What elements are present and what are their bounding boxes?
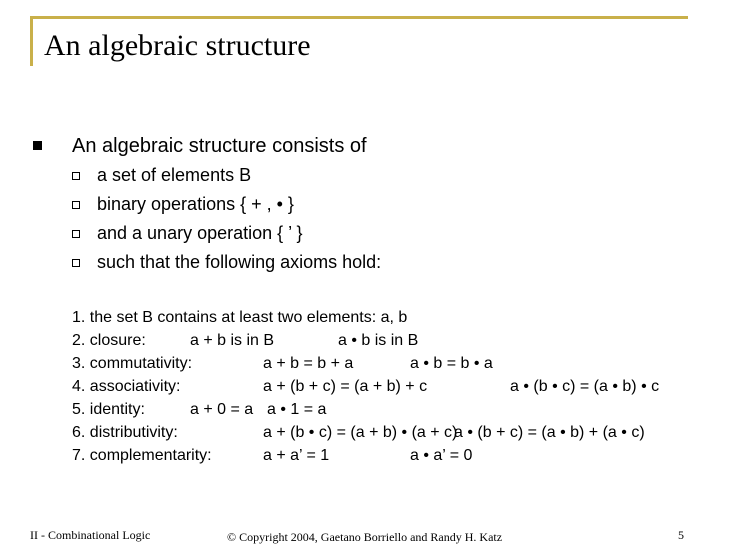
axiom-product-form: a • 1 = a [267, 401, 327, 418]
hollow-square-bullet-icon [72, 172, 80, 180]
hollow-square-bullet-icon [72, 201, 80, 209]
axiom-product-form: a • b = b • a [410, 355, 493, 372]
footer-copyright: © Copyright 2004, Gaetano Borriello and Randy H. Katz [227, 530, 503, 544]
sub-bullet-item [71, 221, 381, 250]
axiom-row-5 [72, 398, 722, 421]
axiom-row-2 [72, 329, 722, 352]
axiom-sum-form: a + 0 = a [190, 401, 254, 418]
axiom-product-form: a • b is in B [338, 332, 419, 349]
axiom-product-form: a • (b + c) = (a • b) + (a • c) [454, 424, 645, 441]
axiom-list [72, 306, 722, 467]
title-frame-top-rule [30, 16, 688, 19]
title-frame-left-rule [30, 16, 33, 66]
sub-bullet-text: a set of elements B [97, 165, 252, 185]
square-bullet-icon [33, 141, 42, 150]
slide-title: An algebraic structure [44, 29, 311, 62]
page-number: 5 [678, 528, 684, 542]
axiom-label: 2. closure: [72, 332, 146, 349]
axiom-product-form: a • (b • c) = (a • b) • c [510, 378, 660, 395]
sub-bullet-item [71, 163, 381, 192]
axiom-row-1 [72, 306, 722, 329]
axiom-product-form: a • a’ = 0 [410, 447, 473, 464]
footer-course-section: II - Combinational Logic [30, 528, 151, 542]
hollow-square-bullet-icon [72, 230, 80, 238]
sub-bullet-text: and a unary operation { ’ } [97, 223, 303, 243]
sub-bullet-item [71, 192, 381, 221]
axiom-label: 7. complementarity: [72, 447, 212, 464]
axiom-sum-form: a + (b • c) = (a + b) • (a + c) [263, 424, 458, 441]
sub-bullet-list [71, 163, 381, 279]
axiom-label: 4. associativity: [72, 378, 181, 395]
axiom-label: 1. the set B contains at least two elements: a, b [72, 309, 408, 326]
axiom-sum-form: a + b is in B [190, 332, 275, 349]
axiom-label: 5. identity: [72, 401, 145, 418]
axiom-label: 6. distributivity: [72, 424, 178, 441]
main-bullet-text: An algebraic structure consists of [72, 135, 367, 157]
sub-bullet-text: such that the following axioms hold: [97, 252, 382, 272]
axiom-row-3 [72, 352, 722, 375]
sub-bullet-text: binary operations { + , • } [97, 194, 294, 214]
axiom-label: 3. commutativity: [72, 355, 193, 372]
sub-bullet-item [71, 250, 381, 279]
axiom-sum-form: a + b = b + a [263, 355, 354, 372]
axiom-sum-form: a + (b + c) = (a + b) + c [263, 378, 428, 395]
axiom-row-4 [72, 375, 722, 398]
axiom-row-6 [72, 421, 722, 444]
axiom-sum-form: a + a’ = 1 [263, 447, 330, 464]
axiom-row-7 [72, 444, 722, 467]
hollow-square-bullet-icon [72, 259, 80, 267]
